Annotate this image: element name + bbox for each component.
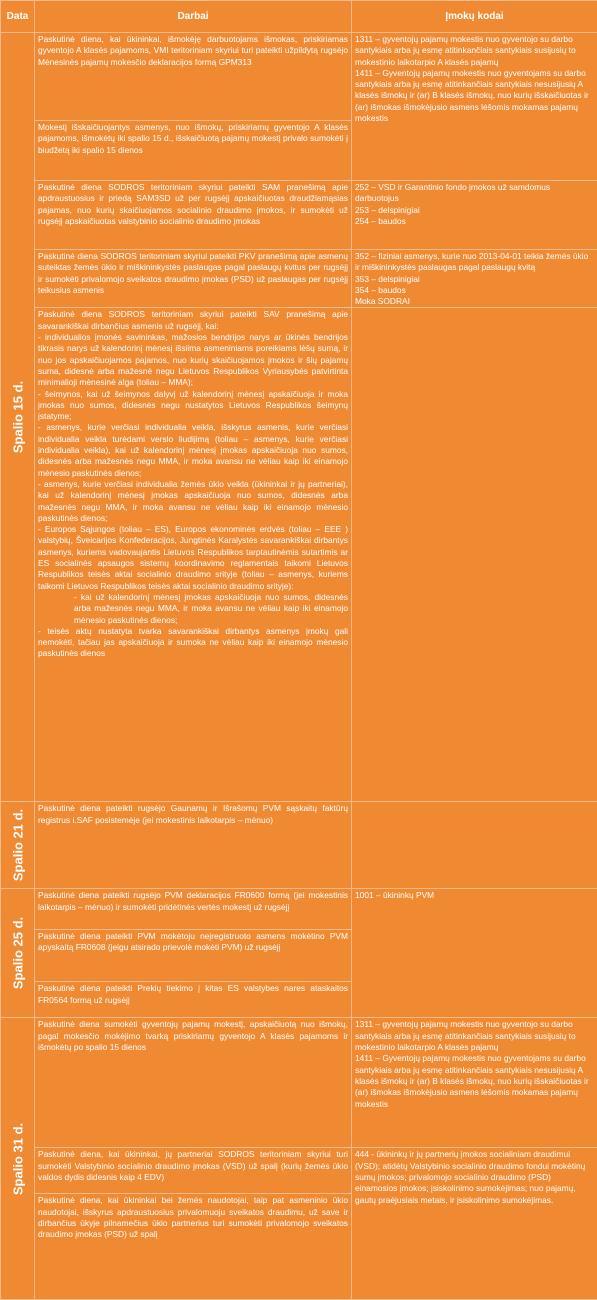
- date-label: Spalio 25 d.: [12, 917, 23, 989]
- work-cell: Paskutinė diena, kai ūkininkai bei žemės naudotojai, taip pat asmeninio ūkio naudotojai, išskyrus apdraustuosius privalomuoju sveikatos draudimu, už save ir dirbančius ūkyje pilnamečius ūkio partnerius turi sumokėti privalomojo sveikatos draudimo įmokas (PSD) už spalį: [35, 1194, 352, 1300]
- codes-cell: [352, 802, 597, 889]
- codes-cell: [352, 889, 597, 1018]
- work-cell: Paskutinė diena pateikti Prekių tiekimo į kitas ES valstybes nares ataskaitos FR0564 formą už rugsėjį: [35, 982, 352, 1018]
- code-line: 253 – delspinigiai: [355, 205, 594, 216]
- work-line: - šeimynos, kai už šeimynos dalyvį už kalendorinį mėnesį apskaičiuoja ir moka įmokas nuo sumos, didesnės negu nustatytos Lietuvos Respublikos šeimynų įstatyme;: [38, 389, 348, 423]
- header-codes: Įmokų kodai: [352, 1, 597, 33]
- codes-cell: [352, 1018, 597, 1148]
- work-line: - teisės aktų nustatyta tvarka savarankiškai dirbantys asmenys įmokų gali nemokėti, tačiau jas apskaičiuoja ir sumoka ne vėliau kaip iki einamojo mėnesio paskutinės dienos: [38, 626, 348, 660]
- date-group-oct25: [1, 889, 35, 1018]
- codes-cell: [352, 308, 597, 802]
- work-cell: Paskutinė diena pateikti rugsėjo Gaunamų ir Išrašomų PVM sąskaitų faktūrų registrus i.SAF posistemėje (jei mokestinis laikotarpis – mėnuo): [35, 802, 352, 889]
- work-line: Paskutinė diena SODROS teritoriniam skyriui pateikti SAV pranešimą apie savarankiškai dirbančius asmenis už rugsėjį, kai:: [38, 309, 348, 332]
- date-label: Spalio 15 d.: [12, 381, 23, 453]
- work-cell: Paskutinė diena SODROS teritoriniam skyriui pateikti PKV pranešimą apie asmenų suteiktas žemės ūkio ir miškininkystės paslaugas pagal paslaugų kvitus per rugsėjį ir sumokėti privalomojo sveikatos draudimo įmokas (PSD) už paslaugas per rugsėjį teikusius asmenis: [35, 250, 352, 308]
- header-date: Data: [1, 1, 35, 33]
- table-row: [1, 1148, 597, 1194]
- work-cell: Paskutinė diena, kai ūkininkai, jų partneriai SODROS teritoriniam skyriui turi sumokėti Valstybinio socialinio draudimo įmokas (VSD) už spalį (kurių žemės ūkio valdos dydis didesnis kaip 4 EDV): [35, 1148, 352, 1194]
- code-line: 1411 – Gyventojų pajamų mokestis nuo gyventojams su darbo santykiais arba jų esmę atitinkančiais santykiais nesusijusių A klasės išmokų ir (ar) B klasės išmokų, nuo kurių išskaičiuotas ir (ar) išmokas išmokėjusio asmens lėšomis mokamas pajamų mokestis: [355, 1053, 594, 1109]
- table-row: [1, 181, 597, 250]
- codes-cell: [352, 250, 597, 308]
- work-line: - kai už kalendorinį mėnesį įmokas apskaičiuoja nuo sumos, didesnės arba mažesnės negu MMA, ir moka avansu ne vėliau kaip iki einamojo mėnesio paskutinės dienos;: [38, 592, 348, 626]
- work-cell: Paskutinė diena pateikti rugsėjo PVM deklaracijos FR0600 formą (jei mokestinis laikotarpis – mėnuo) ir sumokėti pridėtinės vertės mokestį už rugsėjį: [35, 889, 352, 929]
- date-label: Spalio 21 d.: [12, 809, 23, 881]
- table-row: [1, 1018, 597, 1148]
- work-cell: Paskutinė diena pateikti PVM mokėtoju neįregistruoto asmens mokėtino PVM apyskaitą FR0608 (jeigu atsirado prievolė mokėti PVM) už rugsėjį: [35, 929, 352, 981]
- code-line: 352 – fiziniai asmenys, kurie nuo 2013-04-01 teikia žemės ūkio ir miškininkystės paslaugas pagal paslaugų kvitą: [355, 251, 594, 274]
- table-row: [1, 308, 597, 802]
- date-group-oct31: [1, 1018, 35, 1300]
- code-line: 1001 – ūkininkų PVM: [355, 890, 594, 901]
- code-line: 252 – VSD ir Garantinio fondo įmokos už samdomus darbuotojus: [355, 182, 594, 205]
- work-line: - Europos Sąjungos (toliau – ES), Europos ekonominės erdvės (toliau – EEE ) valstybių, Šveicarijos Konfederacijos, Jungtinės Karalystės savarankiškai dirbantys asmenys, kuriems vadovaujantis Lietuvos Respublikos tarptautinėmis sutartimis ar ES socialinės apsaugos sistemų koordinavimo reglamentais taikomi Lietuvos Respublikos teisės aktai socialinio draudimo srityje (toliau – asmenys, kuriems taikomi Lietuvos Respublikos teisės aktai socialinio draudimo srityje):: [38, 524, 348, 592]
- code-line: 1411 – Gyventojų pajamų mokestis nuo gyventojams su darbo santykiais arba jų esmę atitinkančiais santykiais nesusijusių A klasės išmokų ir (ar) B klasės išmokų, nuo kurių išskaičiuotas ir (ar) išmokas išmokėjusio asmens lėšomis mokamas pajamų mokestis: [355, 68, 594, 124]
- header-work: Darbai: [35, 1, 352, 33]
- table-row: [1, 33, 597, 121]
- code-line: 254 – baudos: [355, 216, 594, 227]
- work-cell: Paskutinė diena SODROS teritoriniam skyriui pateikti SAM pranešimą apie apdraustuosius ir priedą SAM3SD už per rugsėjį apskaičiuotas draudžiamąsias pajamas, nuo kurių skaičiuojamos socialinio draudimo įmokos, ir sumokėti už rugsėjį apskaičiuotas valstybinio socialinio draudimo įmokas: [35, 181, 352, 250]
- codes-cell: [352, 33, 597, 181]
- work-line: - asmenys, kurie verčiasi individualia veikla, išskyrus asmenis, kurie verčiasi individualia veikla turėdami verslo liudijimą (toliau – asmenys, kurie verčiasi individualia veikla), kai už kalendorinį mėnesį įmokas apskaičiuoja nuo sumos, didesnės arba mažesnės negu MMA, ir moka avansu ne vėliau kaip iki einamojo mėnesio paskutinės dienos;: [38, 422, 348, 478]
- date-group-oct21: [1, 802, 35, 889]
- work-cell: Paskutinė diena sumokėti gyventojų pajamų mokestį, apskaičiuotą nuo išmokų, pagal mokesčio mokėjimo tvarką priskiriamų gyventojo A klasės pajamoms ir išmokėtų po spalio 15 dienos: [35, 1018, 352, 1148]
- work-line: - individualios įmonės savininkas, mažosios bendrijos narys ar ūkinės bendrijos tikrasis narys už kalendorinį mėnesį išsiima asmeniniams poreikiams lėšų sumą, ir nuo jos apskaičiuojamos pajamos, nuo kurių skaičiuojamos įmokos ir šių pajamų suma, didesnė arba mažesnė negu Lietuvos Respublikos Vyriausybės patvirtinta minimalioji mėnesinė alga (toliau – MMA);: [38, 332, 348, 388]
- work-line: - asmenys, kurie verčiasi individualia žemės ūkio veikla (ūkininkai ir jų partneriai), kai už kalendorinį mėnesį įmokas apskaičiuoja nuo sumos, didesnės arba mažesnės negu MMA, ir moka avansu ne vėliau kaip iki einamojo mėnesio paskutinės dienos;: [38, 479, 348, 524]
- header-row: [1, 1, 597, 33]
- codes-cell: [352, 1148, 597, 1300]
- table-row: [1, 250, 597, 308]
- code-line: Moka SODRAI: [355, 296, 594, 307]
- code-line: 1311 – gyventojų pajamų mokestis nuo gyventojo su darbo santykiais arba jų esmę atitinkančiais santykiais susijusių to mokestinio laikotarpio A klasės pajamų: [355, 34, 594, 68]
- work-cell: Mokestį išskaičiuojantys asmenys, nuo išmokų, priskiriamų gyventojo A klasės pajamoms, išmokėtų iki spalio 15 d., išskaičiuotą pajamų mokestį privalo sumokėti į biudžetą iki spalio 15 dienos: [35, 121, 352, 181]
- code-line: 444 - ūkininkų ir jų partnerių įmokos socialiniam draudimui (VSD); atidėtų Valstybinio socialinio draudimo fondui mokėtinų sumų įmokos; privalomojo socialinio draudimo (PSD) einamosios įmokos; įsiskolinimo sumokėjimas; nuo pajamų, gautų praėjusiais metais, ir įsiskolinimo sumokėjimas.: [355, 1149, 594, 1205]
- table-row: [1, 802, 597, 889]
- work-cell: [35, 308, 352, 802]
- table-row: [1, 889, 597, 929]
- date-group-oct15: [1, 33, 35, 802]
- code-line: 353 – delspinigiai: [355, 274, 594, 285]
- code-line: 354 – baudos: [355, 285, 594, 296]
- work-cell: Paskutinė diena, kai ūkininkai, išmokėję darbuotojams išmokas, priskiriamas gyventojo A klasės pajamoms, VMI teritoriniam skyriui turi pateikti užpildytą rugsėjo Mėnesinės pajamų mokesčio deklaracijos formą GPM313: [35, 33, 352, 121]
- codes-cell: [352, 181, 597, 250]
- date-label: Spalio 31 d.: [12, 1123, 23, 1195]
- code-line: 1311 – gyventojų pajamų mokestis nuo gyventojo su darbo santykiais arba jų esmę atitinkančiais santykiais susijusių to mokestinio laikotarpio A klasės pajamų: [355, 1019, 594, 1053]
